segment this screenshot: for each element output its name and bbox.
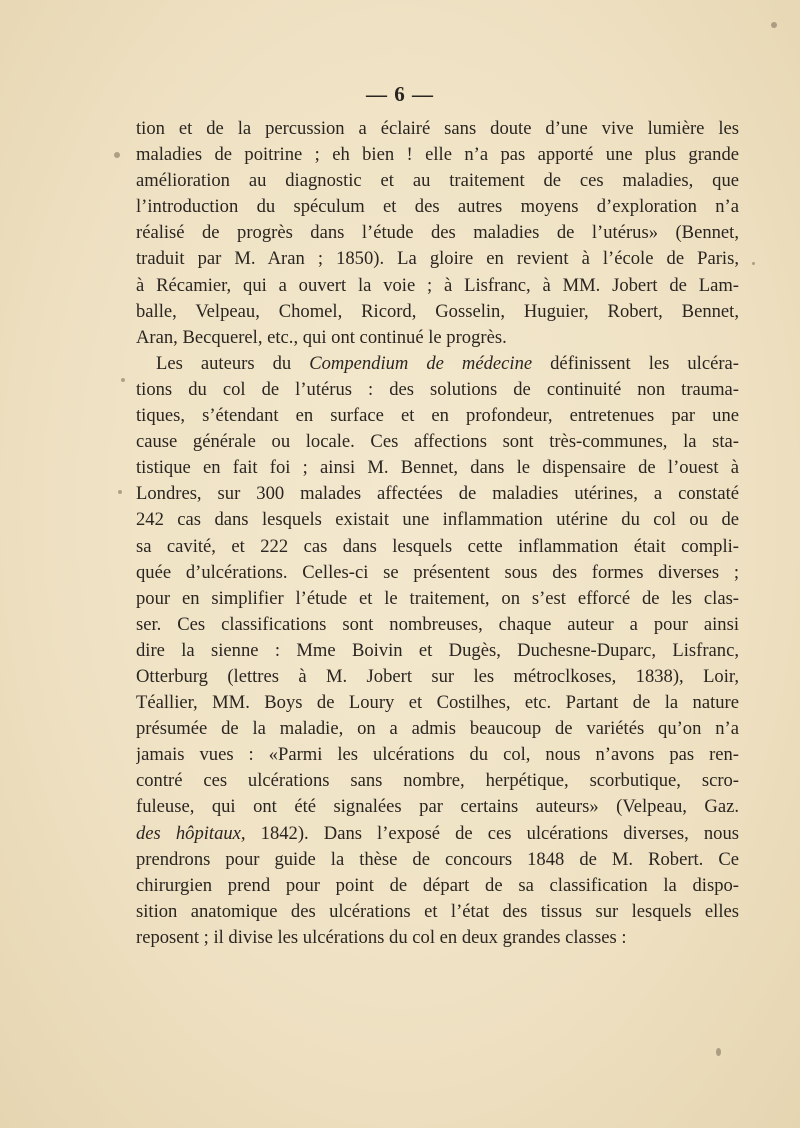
body-text xyxy=(136,116,739,951)
text-line: jamais vues : «Parmi les ulcérations du col, nous n’avons pas ren- xyxy=(136,744,739,766)
text-line: Téallier, MM. Boys de Loury et Costilhes, etc. Partant de la nature xyxy=(136,692,739,714)
text-line: 242 cas dans lesquels existait une inflammation utérine du col ou de xyxy=(136,509,739,531)
text-line: Otterburg (lettres à M. Jobert sur les métroclkoses, 1838), Loir, xyxy=(136,665,739,687)
text-line: fuleuse, qui ont été signalées par certains auteurs» (Velpeau, Gaz. xyxy=(136,796,739,818)
paper-spot xyxy=(121,378,125,382)
text-segment: Les auteurs du xyxy=(156,352,310,374)
text-line: pour en simplifier l’étude et le traitement, on s’est efforcé de les clas- xyxy=(136,587,739,609)
text-segment: 1842). Dans l’exposé de ces ulcérations diverses, nous xyxy=(245,822,739,844)
italic-title: des hôpitaux, xyxy=(136,822,246,844)
text-line: tions du col de l’utérus : des solutions de continuité non trauma- xyxy=(136,378,739,400)
text-segment: définissent les ulcéra- xyxy=(532,352,739,374)
text-line: amélioration au diagnostic et au traitement de ces maladies, que xyxy=(136,170,739,192)
paper-spot xyxy=(716,1048,721,1056)
paper-spot xyxy=(752,262,755,265)
text-line xyxy=(136,821,739,847)
text-line: contré ces ulcérations sans nombre, herpétique, scorbutique, scro- xyxy=(136,770,739,792)
text-line: cause générale ou locale. Ces affections sont très-communes, la sta- xyxy=(136,431,739,453)
paper-spot xyxy=(114,152,120,158)
text-line: chirurgien prend pour point de départ de sa classification la dispo- xyxy=(136,874,739,896)
text-line: tistique en fait foi ; ainsi M. Bennet, dans le dispensaire de l’ouest à xyxy=(136,457,739,479)
text-line: quée d’ulcérations. Celles-ci se présentent sous des formes diverses ; xyxy=(136,561,739,583)
text-line: prendrons pour guide la thèse de concours 1848 de M. Robert. Ce xyxy=(136,848,739,870)
text-line: traduit par M. Aran ; 1850). La gloire en revient à l’école de Paris, xyxy=(136,248,739,270)
text-line: ser. Ces classifications sont nombreuses, chaque auteur a pour ainsi xyxy=(136,613,739,635)
italic-title: Compendium de médecine xyxy=(309,352,533,374)
text-line: sition anatomique des ulcérations et l’état des tissus sur lesquels elles xyxy=(136,900,739,922)
text-line: maladies de poitrine ; eh bien ! elle n’a pas apporté une plus grande xyxy=(136,144,739,166)
text-line: à Récamier, qui a ouvert la voie ; à Lisfranc, à MM. Jobert de Lam- xyxy=(136,274,739,296)
paper-spot xyxy=(771,22,777,28)
text-line: reposent ; il divise les ulcérations du col en deux grandes classes : xyxy=(136,926,627,948)
text-line: tion et de la percussion a éclairé sans doute d’une vive lumière les xyxy=(136,118,739,139)
text-line: sa cavité, et 222 cas dans lesquels cette inflammation était compli- xyxy=(136,535,739,557)
text-line: réalisé de progrès dans l’étude des maladies de l’utérus» (Bennet, xyxy=(136,222,739,244)
page-number: — 6 — xyxy=(366,82,434,106)
text-line xyxy=(136,351,739,377)
text-line: dire la sienne : Mme Boivin et Dugès, Duchesne-Duparc, Lisfranc, xyxy=(136,639,739,661)
text-line: tiques, s’étendant en surface et en profondeur, entretenues par une xyxy=(136,405,739,427)
text-line: Londres, sur 300 malades affectées de maladies utérines, a constaté xyxy=(136,483,739,505)
text-line: Aran, Becquerel, etc., qui ont continué le progrès. xyxy=(136,326,507,348)
text-line: l’introduction du spéculum et des autres moyens d’exploration n’a xyxy=(136,196,739,218)
text-line: balle, Velpeau, Chomel, Ricord, Gosselin, Huguier, Robert, Bennet, xyxy=(136,300,739,322)
text-line: présumée de la maladie, on a admis beaucoup de variétés qu’on n’a xyxy=(136,718,739,740)
paper-spot xyxy=(118,490,122,494)
